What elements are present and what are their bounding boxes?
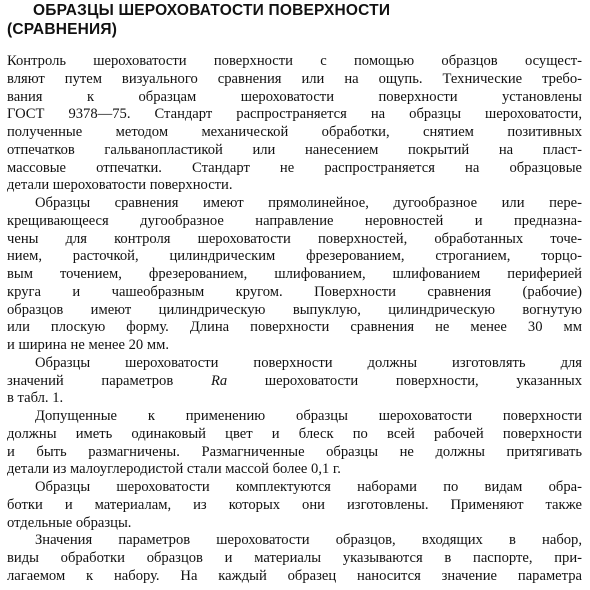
body-text xyxy=(7,53,582,586)
text-line: Значения параметров шероховатости образцов, входящих в набор, xyxy=(35,532,582,549)
text-line: Контроль шероховатости поверхности с помощью образцов осущест- xyxy=(7,53,582,69)
parameter-ra-symbol: Ra xyxy=(210,372,228,389)
text-line: ГОСТ 9378—75. Стандарт распространяется на образцы шероховатости, xyxy=(7,106,582,123)
text-line: в табл. 1. xyxy=(7,390,64,407)
heading-line-1: ОБРАЗЦЫ ШЕРОХОВАТОСТИ ПОВЕРХНОСТИ xyxy=(33,2,391,19)
text-line: вым точением, фрезерованием, шлифованием, шлифованием периферией xyxy=(7,266,582,282)
paragraph-comparison-samples xyxy=(7,195,582,355)
paragraph-admitted-samples xyxy=(7,408,582,479)
section-heading xyxy=(7,2,582,39)
text-line: или плоскую форму. Длина поверхности сравнения не менее 30 мм xyxy=(7,319,582,336)
heading-line-2: (СРАВНЕНИЯ) xyxy=(7,20,118,38)
text-line: ботки и материалам, из которых они изготовлены. Применяют также xyxy=(7,496,582,513)
text-line: детали шероховатости поверхности. xyxy=(7,177,233,194)
text-line: детали из малоуглеродистой стали массой более 0,1 г. xyxy=(7,461,341,478)
paragraph-roughness-control xyxy=(7,53,582,195)
text-line: чены для контроля шероховатости поверхностей, обработанных точе- xyxy=(7,230,582,247)
text-line: Образцы шероховатости комплектуются наборами по видам обра- xyxy=(35,479,582,495)
text-line: полученные методом механической обработки, снятием позитивных xyxy=(7,124,582,140)
text-line: отпечатков гальванопластикой или нанесением покрытий на пласт- xyxy=(7,141,582,158)
text-line: Образцы сравнения имеют прямолинейное, дугообразное или пере- xyxy=(35,195,582,211)
text-line: образцов имеют цилиндрическую выпуклую, цилиндрическую вогнутую xyxy=(7,301,582,318)
text-line: отдельные образцы. xyxy=(7,514,132,531)
text-line: значений параметров Ra шероховатости поверхности, указанных xyxy=(7,372,582,389)
text-line: Образцы шероховатости поверхности должны изготовлять для xyxy=(35,354,582,371)
paragraph-passport-values xyxy=(7,532,582,585)
text-line: должны иметь одинаковый цвет и блеск по всей рабочей поверхности xyxy=(7,425,582,442)
text-line: и ширина не менее 20 мм. xyxy=(7,337,169,353)
text-line: Допущенные к применению образцы шероховатости поверхности xyxy=(35,408,582,424)
text-line: вляют путем визуального сравнения или на ощупь. Технические требо- xyxy=(7,70,582,87)
text-line: виды обработки образцов и материалы указываются в паспорте, при- xyxy=(7,550,582,566)
paragraph-ra-values xyxy=(7,355,582,408)
text-line: и быть размагничены. Размагниченные образцы не должны притягивать xyxy=(7,443,582,460)
text-line: круга и чашеобразным кругом. Поверхности сравнения (рабочие) xyxy=(7,283,582,300)
paragraph-sample-sets xyxy=(7,479,582,532)
text-line: вания к образцам шероховатости поверхности установлены xyxy=(7,88,582,105)
text-line: лагаемом к набору. На каждый образец наносится значение параметра xyxy=(7,567,582,584)
text-line: крещивающееся дугообразное направление неровностей и предназна- xyxy=(7,212,582,229)
text-line: нием, расточкой, цилиндрическим фрезерованием, строганием, торцо- xyxy=(7,248,582,265)
text-line: массовые отпечатки. Стандарт не распространяется на образцовые xyxy=(7,159,582,176)
